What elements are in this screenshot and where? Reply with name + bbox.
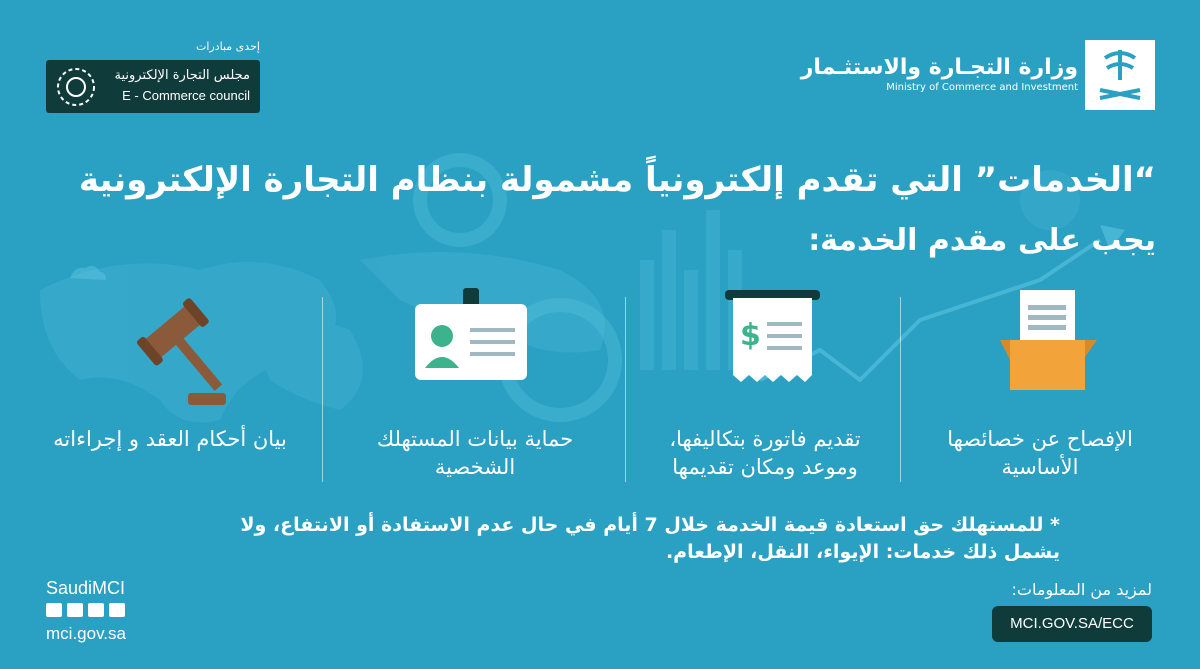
refund-note	[180, 512, 1060, 566]
social-handle: SaudiMCI	[46, 578, 126, 598]
website-link[interactable]: mci.gov.sa	[46, 624, 126, 643]
page-title: “الخدمات” التي تقدم إلكترونياً مشمولة بنظام التجارة الإلكترونية	[78, 160, 1156, 200]
invoice-icon	[725, 290, 820, 390]
column-label-line: الشخصية	[434, 455, 516, 479]
ecc-url-link[interactable]: MCI.GOV.SA/ECC	[992, 606, 1152, 642]
column-label-line: الأساسية	[1001, 455, 1079, 479]
instagram-icon[interactable]	[88, 603, 104, 617]
refund-note-line: * للمستهلك حق استعادة قيمة الخدمة خلال 7 أيام في حال عدم الاستفادة أو الانتفاع، ولا	[240, 514, 1060, 536]
ministry-name	[801, 55, 1078, 93]
gavel-icon	[118, 298, 228, 408]
ecc-logo-icon	[54, 65, 98, 109]
column-label-line: بيان أحكام العقد و إجراءاته	[53, 427, 287, 451]
ecc-name-en: E - Commerce council	[122, 88, 250, 103]
facebook-icon[interactable]	[67, 603, 83, 617]
svg-text:$: $	[740, 318, 761, 353]
column-label-line: وموعد ومكان تقديمها	[672, 455, 858, 479]
ministry-name-en: Ministry of Commerce and Investment	[886, 82, 1078, 93]
box-document-icon	[995, 285, 1105, 395]
ministry-name-ar: وزارة التجـارة والاستثـمار	[800, 55, 1078, 80]
column-label	[330, 425, 620, 481]
column-label	[910, 425, 1170, 481]
page-subtitle: يجب على مقدم الخدمة:	[808, 223, 1156, 258]
ministry-emblem-icon	[1085, 40, 1155, 110]
column-divider	[322, 297, 323, 482]
column-label	[630, 425, 900, 481]
initiative-label: إحدى مبادرات	[196, 40, 260, 53]
column-divider	[625, 297, 626, 482]
youtube-icon[interactable]	[109, 603, 125, 617]
column-divider	[900, 297, 901, 482]
twitter-icon[interactable]	[46, 603, 62, 617]
social-icons	[46, 603, 125, 617]
ecc-logo-box	[46, 60, 260, 113]
column-label-line: تقديم فاتورة بتكاليفها،	[669, 427, 861, 451]
more-info-label: لمزيد من المعلومات:	[1011, 580, 1152, 599]
id-card-icon	[415, 288, 530, 383]
refund-note-line: يشمل ذلك خدمات: الإيواء، النقل، الإطعام.	[665, 541, 1060, 563]
column-label-line: الإفصاح عن خصائصها	[947, 427, 1133, 451]
column-label	[20, 425, 320, 453]
column-label-line: حماية بيانات المستهلك	[376, 427, 574, 451]
ecc-name-ar: مجلس التجارة الإلكترونية	[114, 68, 250, 83]
